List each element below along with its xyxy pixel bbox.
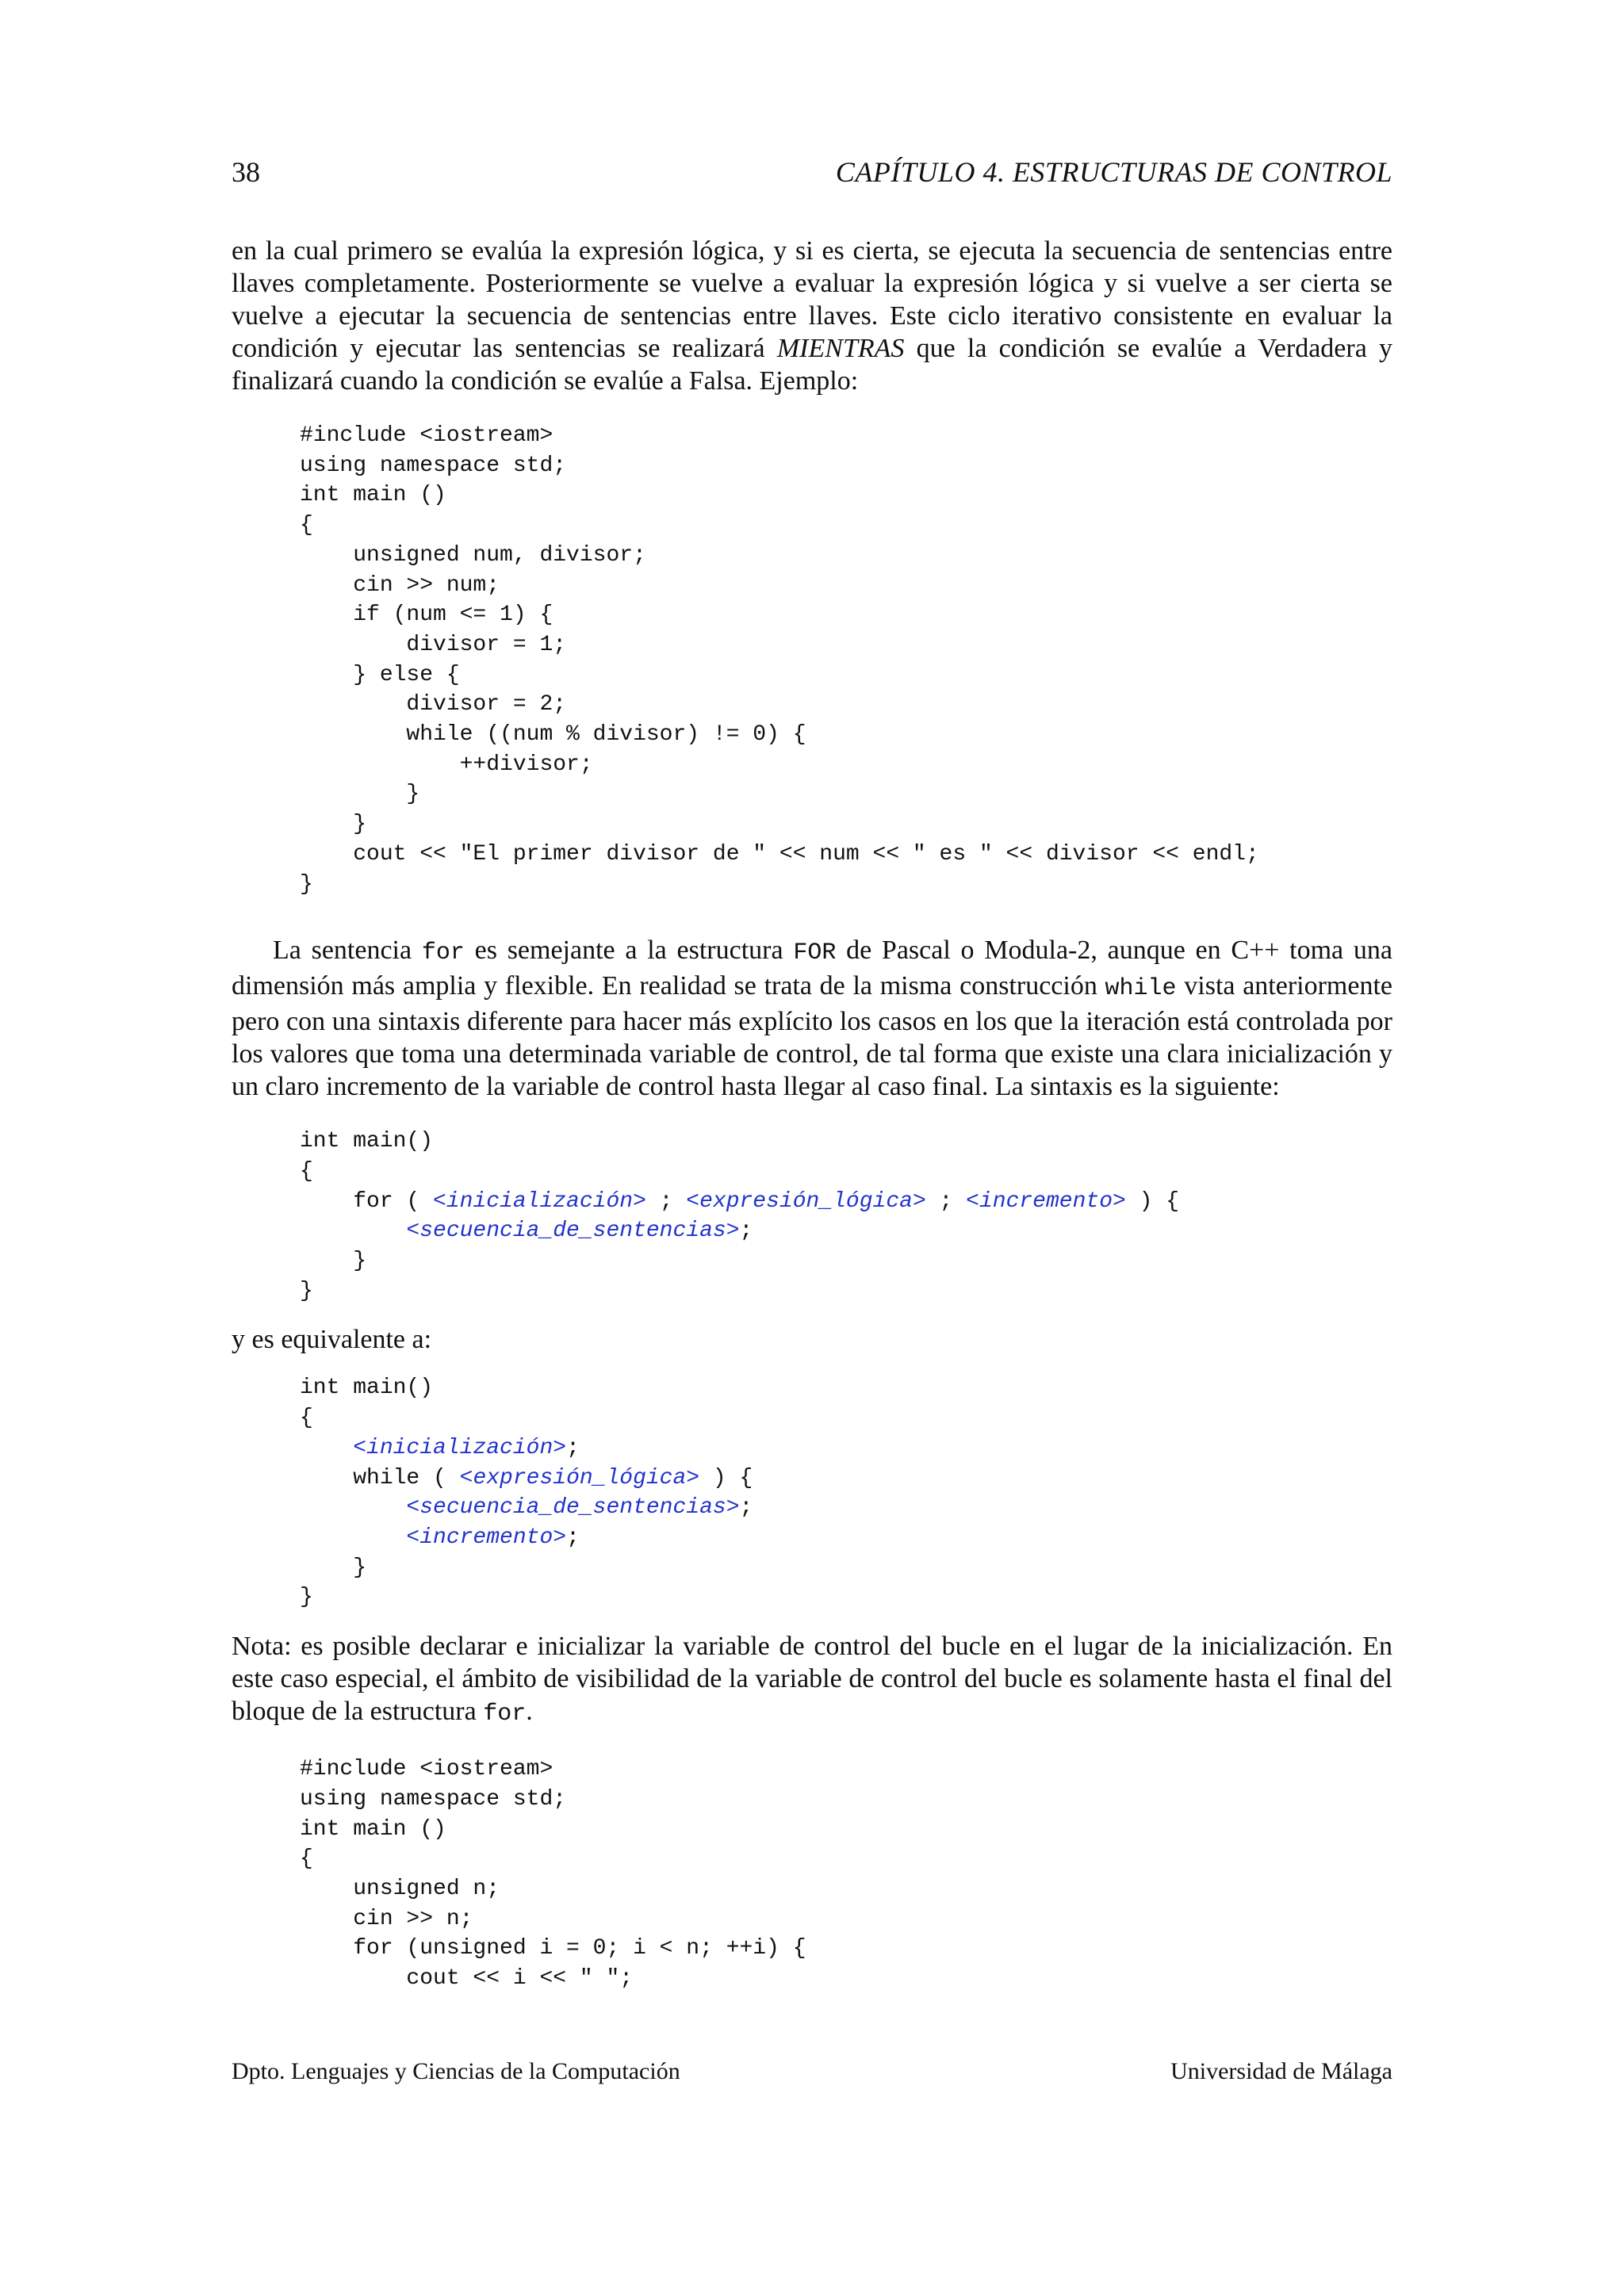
page-footer <box>232 2058 1392 2090</box>
intro-text-after: que la condición se evalúe a Verdadera y finalizará cuando la condición se evalúe a Falsa. Ejemplo: <box>232 334 1393 396</box>
note-text: Nota: es posible declarar e inicializar la variable de control del bucle en el lugar de la inicialización. En este caso especial, el ámbito de visibilidad de la variable de control del bucle es solamente hasta el final del bloque de la estructura <box>232 1632 1392 1727</box>
code-line: { <box>300 513 313 538</box>
for-para-text: vista anteriormente pero con una sintaxis diferente para hacer más explícito los casos en los que la iteración está controlada por los valores que toma una determinada variable de control, de tal forma que existe una clara inicialización y un claro incremento de la variable de control hasta llegar al caso final. La sintaxis es la siguiente: <box>232 971 1392 1102</box>
code-line: int main() <box>300 1376 434 1401</box>
note-end: . <box>526 1697 533 1727</box>
meta-logical-expression: <expresión_lógica> <box>459 1465 700 1490</box>
meta-statement-sequence: <secuencia_de_sentencias> <box>406 1219 740 1244</box>
code-line <box>300 1493 1392 1523</box>
code-line: ++divisor; <box>300 752 593 777</box>
code-line: cout << i << " "; <box>300 1966 634 1992</box>
code-line <box>300 1523 1392 1553</box>
code-fragment <box>300 1219 406 1243</box>
code-line: int main() <box>300 1129 434 1154</box>
intro-text-before: en la cual primero se evalúa la expresión lógica, y si es cierta, se ejecuta la secuencia de sentencias entre llaves completamente. Posteriormente se vuelve a evaluar la expresión lógica y si vuelve a ser cierta se vuelve a ejecutar la secuencia de sentencias entre llaves. Este ciclo iterativo consistente en evaluar la condición y ejecutar las sentencias se realizará <box>232 236 1392 363</box>
for-para-text: es semejante a la estructura <box>464 936 794 966</box>
code-line <box>300 1464 1392 1494</box>
code-fragment: for ( <box>300 1188 434 1214</box>
page-body <box>232 235 1392 1994</box>
meta-increment: <incremento> <box>406 1525 567 1550</box>
equivalence-text: y es equivalente a: <box>232 1325 432 1355</box>
code-line: int main () <box>300 1816 446 1842</box>
code-example-for-loop <box>300 1755 1392 1994</box>
intro-paragraph <box>232 235 1392 397</box>
code-line: int main () <box>300 483 446 508</box>
for-para-text: de Pascal o Modula-2, aunque en C++ toma una dimensión más amplia y flexible. En realidad se trata de la misma construcción <box>232 936 1392 1001</box>
code-fragment: ; <box>925 1188 967 1214</box>
code-fragment: ) { <box>1125 1188 1180 1214</box>
meta-initialization: <inicialización> <box>433 1188 646 1214</box>
code-line: } <box>300 1278 313 1303</box>
code-fragment <box>300 1495 406 1520</box>
code-line: divisor = 2; <box>300 692 567 718</box>
code-line: cin >> num; <box>300 572 500 598</box>
for-syntax-block <box>300 1127 1392 1306</box>
meta-initialization: <inicialización> <box>353 1435 567 1460</box>
keyword-while: while <box>1105 975 1177 1003</box>
code-fragment <box>300 1436 353 1460</box>
code-line: } <box>300 1249 367 1274</box>
code-line: divisor = 1; <box>300 632 567 657</box>
code-line: for (unsigned i = 0; i < n; ++i) { <box>300 1936 806 1961</box>
code-line: if (num <= 1) { <box>300 603 553 628</box>
code-line: #include <iostream> <box>300 1757 553 1782</box>
meta-logical-expression: <expresión_lógica> <box>686 1188 926 1214</box>
code-line: using namespace std; <box>300 453 567 478</box>
intro-emphasis: MIENTRAS <box>776 334 905 363</box>
code-line: { <box>300 1846 313 1872</box>
code-line: } <box>300 782 420 807</box>
keyword-for: for <box>483 1701 527 1728</box>
code-line <box>300 1187 1392 1217</box>
for-para-text: La sentencia <box>273 936 422 966</box>
code-fragment: ; <box>645 1188 687 1214</box>
code-line: } <box>300 1585 313 1610</box>
code-fragment: ; <box>566 1435 580 1460</box>
code-fragment: ) { <box>699 1465 753 1490</box>
page-number: 38 <box>232 156 260 188</box>
footer-university: Universidad de Málaga <box>1170 2058 1392 2084</box>
code-line: { <box>300 1158 313 1184</box>
code-fragment: ; <box>739 1219 753 1244</box>
code-line: unsigned n; <box>300 1876 500 1901</box>
keyword-for: for <box>421 939 465 967</box>
code-line: cout << "El primer divisor de " << num << " es " << divisor << endl; <box>300 841 1259 867</box>
chapter-running-title: CAPÍTULO 4. ESTRUCTURAS DE CONTROL <box>835 156 1392 188</box>
code-line: unsigned num, divisor; <box>300 542 646 568</box>
code-fragment <box>300 1525 406 1550</box>
code-line: } <box>300 812 367 837</box>
page-header <box>232 155 1392 195</box>
footer-department: Dpto. Lenguajes y Ciencias de la Computación <box>232 2058 680 2084</box>
code-line: cin >> n; <box>300 1906 473 1931</box>
note-paragraph <box>232 1630 1392 1731</box>
code-line <box>300 1433 1392 1464</box>
for-statement-paragraph <box>232 934 1392 1103</box>
meta-increment: <incremento> <box>966 1188 1126 1214</box>
code-line: using namespace std; <box>300 1786 567 1812</box>
code-line: } else { <box>300 662 460 687</box>
code-line: { <box>300 1406 313 1431</box>
meta-statement-sequence: <secuencia_de_sentencias> <box>406 1495 740 1521</box>
code-line: while ((num % divisor) != 0) { <box>300 722 806 748</box>
code-line <box>300 1216 1392 1246</box>
keyword-FOR: FOR <box>793 939 837 967</box>
code-fragment: ; <box>566 1525 580 1550</box>
code-example-divisor <box>300 421 1392 899</box>
code-line: #include <iostream> <box>300 423 553 448</box>
code-line: } <box>300 1555 367 1580</box>
code-line: } <box>300 871 313 897</box>
while-equivalent-block <box>300 1373 1392 1613</box>
code-fragment: while ( <box>300 1465 460 1490</box>
code-fragment: ; <box>739 1495 753 1521</box>
